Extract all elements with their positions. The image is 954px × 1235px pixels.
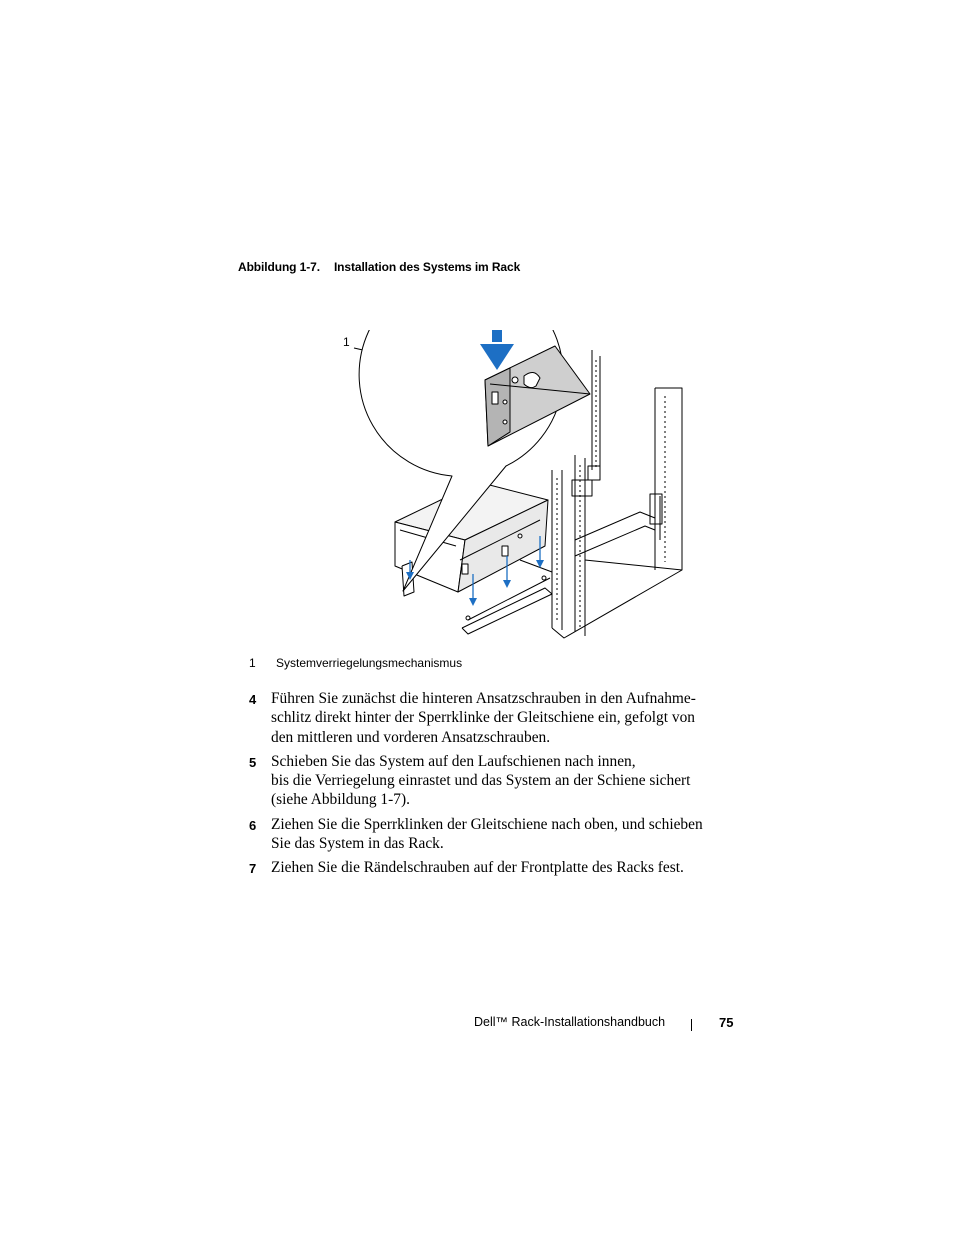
rack-installation-illustration (330, 330, 690, 645)
figure-caption (238, 260, 520, 274)
step-text-line: bis die Verriegelung einrastet und das System an der Schiene sichert (siehe Abbildung 1-7). (271, 772, 691, 809)
footer-separator (691, 1019, 692, 1031)
figure-caption-label: Abbildung 1-7. (238, 260, 320, 274)
callout-number: 1 (343, 335, 350, 349)
step-7 (249, 858, 719, 878)
page-footer (474, 1015, 734, 1030)
step-number: 6 (249, 817, 257, 833)
step-text: Führen Sie zunächst die hinteren Ansatzschrauben in den Aufnahme-schlitz direkt hinter der Sperrklinke der Gleitschiene ein, gefolgt von den mittleren und vorderen Ansatzschrauben. (271, 690, 696, 746)
step-text: Ziehen Sie die Rändelschrauben auf der Frontplatte des Racks fest. (271, 859, 684, 877)
page-number: 75 (719, 1015, 734, 1030)
step-5 (249, 752, 719, 810)
legend-number: 1 (249, 656, 256, 670)
figure-legend (249, 656, 462, 670)
legend-text: Systemverriegelungsmechanismus (276, 656, 463, 670)
footer-book-title: Dell™ Rack-Installationshandbuch (474, 1015, 666, 1029)
step-number: 7 (249, 861, 257, 877)
step-number: 4 (249, 692, 257, 707)
instruction-steps (249, 689, 719, 884)
figure-caption-title: Installation des Systems im Rack (333, 260, 521, 274)
step-4 (249, 689, 719, 747)
step-text-line: Schieben Sie das System auf den Laufschienen nach innen, (271, 752, 636, 770)
step-text (271, 752, 719, 810)
step-6 (249, 815, 719, 854)
rack-frame-rear (552, 388, 682, 638)
step-number: 5 (249, 754, 257, 770)
step-text: Ziehen Sie die Sperrklinken der Gleitschiene nach oben, und schieben Sie das System in das Rack. (271, 815, 703, 853)
